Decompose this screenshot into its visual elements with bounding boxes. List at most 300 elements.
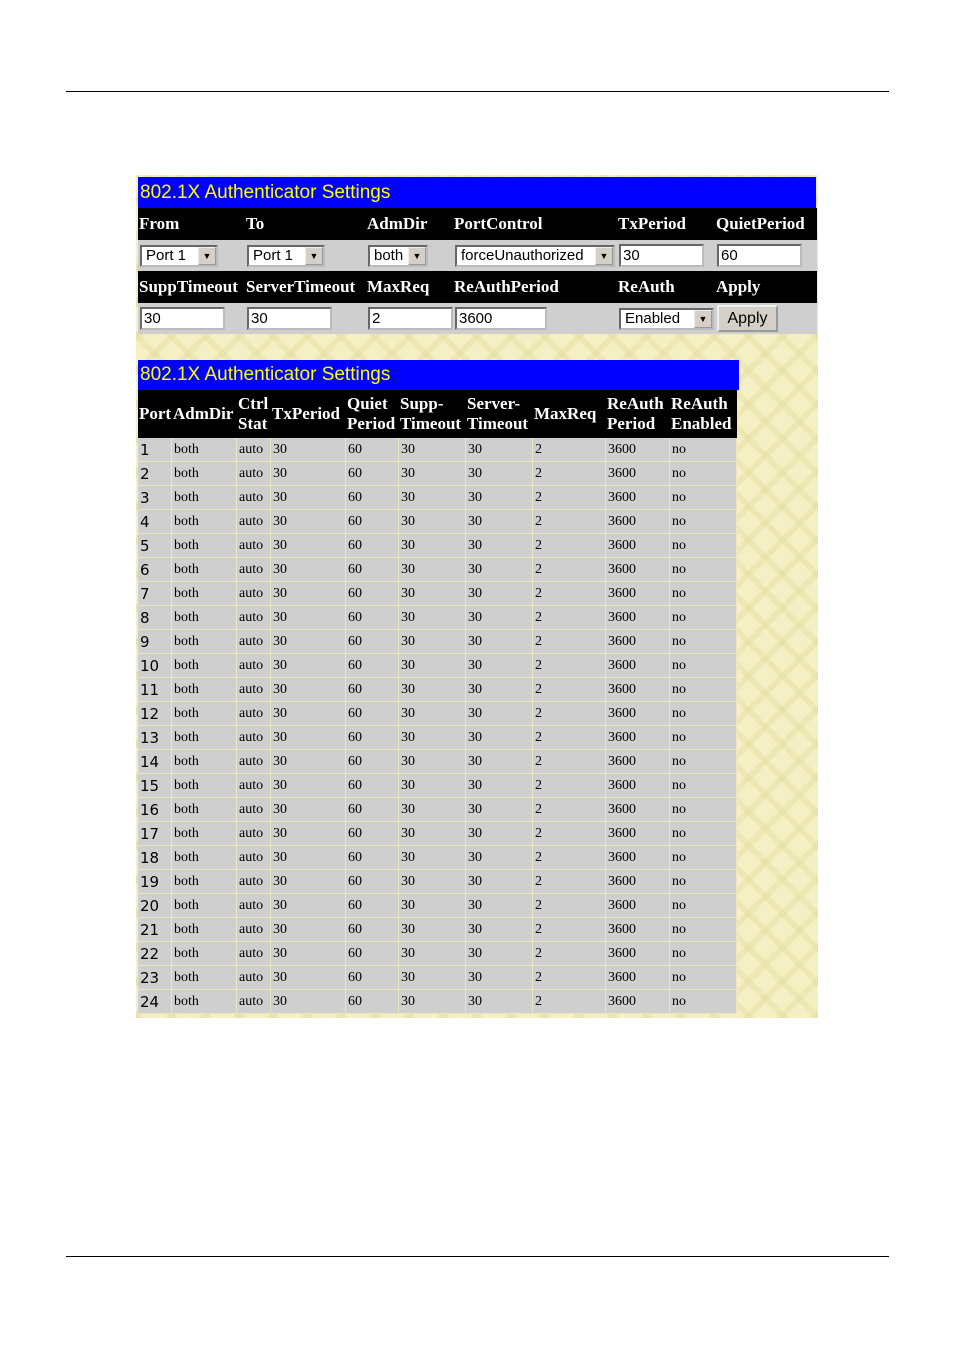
cell-ctrlstat: auto [237,462,271,486]
cell-reauthenabled: no [670,990,737,1014]
cell-reauthenabled: no [670,558,737,582]
table-row [138,822,737,846]
top-rule [66,91,889,92]
column-header-reauthperiod [606,390,670,438]
cell-servertimeout: 30 [466,918,533,942]
column-header-line: Timeout [467,414,529,433]
cell-reauthenabled: no [670,462,737,486]
cell-supptimeout: 30 [399,486,466,510]
cell-txperiod: 30 [271,918,346,942]
cell-reauthperiod: 3600 [606,534,670,558]
cell-txperiod: 30 [271,534,346,558]
cell-reauthperiod: 3600 [606,990,670,1014]
config-table [138,208,817,334]
cell-admdir: both [172,702,237,726]
cell-admdir: both [172,534,237,558]
cell-maxreq: 2 [533,918,606,942]
cell-txperiod: 30 [271,630,346,654]
column-header-reauthenabled [670,390,737,438]
cell-servertimeout: 30 [466,462,533,486]
cell-maxreq: 2 [533,822,606,846]
header-reauth: ReAuth [617,271,715,303]
cell-maxreq: 2 [533,582,606,606]
cell-ctrlstat: auto [237,654,271,678]
portcontrol-cell [453,240,617,271]
cell-servertimeout: 30 [466,990,533,1014]
table-row [138,510,737,534]
cell-quietperiod: 60 [346,726,399,750]
cell-servertimeout: 30 [466,966,533,990]
table-row [138,870,737,894]
cell-servertimeout: 30 [466,726,533,750]
cell-admdir: both [172,558,237,582]
cell-quietperiod: 60 [346,654,399,678]
servertimeout-input[interactable]: 30 [247,307,332,330]
cell-reauthenabled: no [670,510,737,534]
cell-port: 11 [138,678,172,702]
cell-ctrlstat: auto [237,846,271,870]
cell-txperiod: 30 [271,510,346,534]
cell-txperiod: 30 [271,750,346,774]
cell-reauthenabled: no [670,750,737,774]
cell-maxreq: 2 [533,726,606,750]
cell-quietperiod: 60 [346,822,399,846]
cell-quietperiod: 60 [346,534,399,558]
cell-reauthenabled: no [670,966,737,990]
cell-admdir: both [172,462,237,486]
table-row [138,558,737,582]
column-header-quietperiod [346,390,399,438]
cell-quietperiod: 60 [346,486,399,510]
cell-maxreq: 2 [533,438,606,462]
column-header-port [138,390,172,438]
cell-supptimeout: 30 [399,630,466,654]
cell-supptimeout: 30 [399,678,466,702]
table-row [138,726,737,750]
cell-ctrlstat: auto [237,702,271,726]
reauth-select[interactable] [619,308,714,330]
cell-txperiod: 30 [271,726,346,750]
from-cell [138,240,245,271]
table-row [138,582,737,606]
cell-txperiod: 30 [271,822,346,846]
cell-reauthenabled: no [670,630,737,654]
cell-maxreq: 2 [533,678,606,702]
cell-supptimeout: 30 [399,510,466,534]
reauth-select-value: Enabled [625,310,681,327]
cell-servertimeout: 30 [466,894,533,918]
cell-reauthenabled: no [670,870,737,894]
admdir-cell [366,240,453,271]
cell-supptimeout: 30 [399,534,466,558]
header-supptimeout: SuppTimeout [138,271,245,303]
admdir-select[interactable] [368,245,428,267]
cell-quietperiod: 60 [346,630,399,654]
cell-admdir: both [172,654,237,678]
cell-quietperiod: 60 [346,438,399,462]
cell-servertimeout: 30 [466,942,533,966]
cell-port: 12 [138,702,172,726]
cell-ctrlstat: auto [237,558,271,582]
cell-admdir: both [172,846,237,870]
reauthperiod-input[interactable]: 3600 [455,307,547,330]
cell-quietperiod: 60 [346,774,399,798]
cell-reauthperiod: 3600 [606,582,670,606]
cell-txperiod: 30 [271,774,346,798]
column-header-line: Enabled [671,414,732,433]
cell-maxreq: 2 [533,942,606,966]
cell-quietperiod: 60 [346,966,399,990]
cell-reauthperiod: 3600 [606,774,670,798]
cell-servertimeout: 30 [466,822,533,846]
cell-quietperiod: 60 [346,462,399,486]
cell-reauthperiod: 3600 [606,918,670,942]
cell-admdir: both [172,750,237,774]
table-row [138,534,737,558]
header-maxreq: MaxReq [366,271,453,303]
table-header-row [138,390,737,438]
header-admdir: AdmDir [366,208,453,240]
cell-ctrlstat: auto [237,510,271,534]
cell-servertimeout: 30 [466,702,533,726]
cell-txperiod: 30 [271,462,346,486]
cell-port: 21 [138,918,172,942]
cell-txperiod: 30 [271,990,346,1014]
cell-reauthenabled: no [670,726,737,750]
cell-supptimeout: 30 [399,462,466,486]
cell-ctrlstat: auto [237,822,271,846]
cell-admdir: both [172,630,237,654]
chevron-down-icon[interactable]: ▼ [595,247,613,265]
cell-txperiod: 30 [271,702,346,726]
cell-ctrlstat: auto [237,966,271,990]
cell-reauthperiod: 3600 [606,750,670,774]
column-header-line: ReAuth [671,394,728,413]
header-servertimeout: ServerTimeout [245,271,366,303]
cell-ctrlstat: auto [237,630,271,654]
cell-reauthperiod: 3600 [606,942,670,966]
cell-servertimeout: 30 [466,486,533,510]
column-header-line: ReAuth [607,394,664,413]
cell-ctrlstat: auto [237,798,271,822]
cell-txperiod: 30 [271,654,346,678]
cell-maxreq: 2 [533,798,606,822]
cell-servertimeout: 30 [466,534,533,558]
cell-reauthperiod: 3600 [606,486,670,510]
cell-quietperiod: 60 [346,846,399,870]
cell-maxreq: 2 [533,534,606,558]
cell-admdir: both [172,942,237,966]
cell-reauthenabled: no [670,894,737,918]
cell-ctrlstat: auto [237,750,271,774]
cell-txperiod: 30 [271,438,346,462]
cell-port: 2 [138,462,172,486]
bottom-rule [66,1256,889,1257]
portcontrol-select-value: forceUnauthorized [461,247,584,264]
cell-reauthperiod: 3600 [606,654,670,678]
cell-supptimeout: 30 [399,942,466,966]
cell-port: 22 [138,942,172,966]
cell-reauthenabled: no [670,606,737,630]
cell-servertimeout: 30 [466,630,533,654]
column-header-line: Port [139,404,172,423]
cell-reauthenabled: no [670,918,737,942]
cell-port: 10 [138,654,172,678]
table-row [138,798,737,822]
cell-port: 4 [138,510,172,534]
cell-supptimeout: 30 [399,846,466,870]
cell-supptimeout: 30 [399,894,466,918]
table-row [138,894,737,918]
cell-admdir: both [172,774,237,798]
cell-ctrlstat: auto [237,678,271,702]
table-row [138,846,737,870]
cell-supptimeout: 30 [399,918,466,942]
table-row [138,702,737,726]
cell-reauthperiod: 3600 [606,438,670,462]
cell-reauthenabled: no [670,822,737,846]
cell-maxreq: 2 [533,966,606,990]
table-row [138,990,737,1014]
port-settings-table [138,390,737,1014]
cell-reauthenabled: no [670,942,737,966]
quietperiod-input[interactable]: 60 [717,244,802,267]
cell-servertimeout: 30 [466,438,533,462]
admdir-select-value: both [374,247,404,264]
txperiod-input[interactable]: 30 [619,244,704,267]
list-title: 802.1X Authenticator Settings [138,360,739,390]
column-header-txperiod [271,390,346,438]
txperiod-cell [617,240,715,271]
column-header-line: Period [347,414,396,433]
cell-maxreq: 2 [533,630,606,654]
apply-button[interactable]: Apply [717,305,778,332]
table-row [138,486,737,510]
table-body [138,438,737,1014]
cell-port: 15 [138,774,172,798]
cell-quietperiod: 60 [346,894,399,918]
cell-reauthperiod: 3600 [606,510,670,534]
cell-admdir: both [172,822,237,846]
cell-reauthenabled: no [670,678,737,702]
cell-port: 13 [138,726,172,750]
cell-ctrlstat: auto [237,438,271,462]
header-portcontrol: PortControl [453,208,617,240]
cell-ctrlstat: auto [237,894,271,918]
column-header-line: MaxReq [534,404,597,423]
cell-maxreq: 2 [533,510,606,534]
column-header-admdir [172,390,237,438]
header-apply: Apply [715,271,817,303]
cell-supptimeout: 30 [399,726,466,750]
cell-maxreq: 2 [533,558,606,582]
table-row [138,918,737,942]
cell-reauthenabled: no [670,846,737,870]
column-header-line: Timeout [400,414,462,433]
to-cell [245,240,366,271]
column-header-line: Ctrl [238,394,269,413]
config-title: 802.1X Authenticator Settings [138,177,816,208]
cell-quietperiod: 60 [346,990,399,1014]
cell-reauthperiod: 3600 [606,558,670,582]
cell-reauthperiod: 3600 [606,870,670,894]
cell-quietperiod: 60 [346,678,399,702]
chevron-down-icon[interactable]: ▼ [408,247,426,265]
table-row [138,774,737,798]
cell-admdir: both [172,726,237,750]
header-reauthperiod: ReAuthPeriod [453,271,617,303]
header-to: To [245,208,366,240]
cell-txperiod: 30 [271,894,346,918]
cell-port: 19 [138,870,172,894]
cell-txperiod: 30 [271,798,346,822]
settings-panel [136,175,818,1018]
cell-port: 5 [138,534,172,558]
cell-maxreq: 2 [533,462,606,486]
cell-supptimeout: 30 [399,654,466,678]
cell-quietperiod: 60 [346,702,399,726]
chevron-down-icon[interactable]: ▼ [694,310,712,328]
table-row [138,462,737,486]
cell-reauthenabled: no [670,438,737,462]
cell-txperiod: 30 [271,606,346,630]
cell-supptimeout: 30 [399,990,466,1014]
column-header-line: Quiet [347,394,388,413]
supptimeout-cell [138,303,245,334]
table-row [138,438,737,462]
cell-supptimeout: 30 [399,870,466,894]
cell-ctrlstat: auto [237,990,271,1014]
column-header-servertimeout [466,390,533,438]
cell-reauthperiod: 3600 [606,798,670,822]
cell-servertimeout: 30 [466,582,533,606]
to-select-value: Port 1 [253,247,294,264]
chevron-down-icon[interactable]: ▼ [198,247,216,265]
maxreq-cell [366,303,453,334]
cell-txperiod: 30 [271,558,346,582]
cell-port: 3 [138,486,172,510]
cell-maxreq: 2 [533,750,606,774]
cell-servertimeout: 30 [466,606,533,630]
cell-supptimeout: 30 [399,750,466,774]
reauth-cell [617,303,715,334]
cell-admdir: both [172,966,237,990]
cell-port: 14 [138,750,172,774]
cell-reauthperiod: 3600 [606,846,670,870]
cell-reauthperiod: 3600 [606,702,670,726]
table-row [138,654,737,678]
cell-admdir: both [172,438,237,462]
cell-port: 7 [138,582,172,606]
column-header-line: Period [607,414,656,433]
cell-admdir: both [172,582,237,606]
cell-reauthenabled: no [670,702,737,726]
cell-servertimeout: 30 [466,558,533,582]
chevron-down-icon[interactable]: ▼ [305,247,323,265]
cell-port: 23 [138,966,172,990]
table-row [138,750,737,774]
cell-quietperiod: 60 [346,942,399,966]
cell-maxreq: 2 [533,894,606,918]
cell-quietperiod: 60 [346,582,399,606]
cell-reauthenabled: no [670,654,737,678]
column-header-line: AdmDir [173,404,234,423]
apply-cell [715,303,817,334]
header-from: From [138,208,245,240]
cell-reauthenabled: no [670,582,737,606]
maxreq-input[interactable]: 2 [368,307,453,330]
column-header-line: TxPeriod [272,404,340,423]
cell-txperiod: 30 [271,966,346,990]
cell-servertimeout: 30 [466,510,533,534]
column-header-maxreq [533,390,606,438]
cell-quietperiod: 60 [346,798,399,822]
table-row [138,630,737,654]
cell-supptimeout: 30 [399,822,466,846]
to-select[interactable] [247,245,325,267]
cell-port: 16 [138,798,172,822]
cell-admdir: both [172,486,237,510]
cell-port: 8 [138,606,172,630]
column-header-ctrlstat [237,390,271,438]
cell-servertimeout: 30 [466,798,533,822]
cell-txperiod: 30 [271,846,346,870]
cell-txperiod: 30 [271,870,346,894]
supptimeout-input[interactable]: 30 [140,307,225,330]
cell-admdir: both [172,678,237,702]
cell-ctrlstat: auto [237,606,271,630]
cell-maxreq: 2 [533,774,606,798]
servertimeout-cell [245,303,366,334]
cell-txperiod: 30 [271,942,346,966]
column-header-line: Stat [238,414,268,433]
cell-supptimeout: 30 [399,966,466,990]
cell-reauthperiod: 3600 [606,462,670,486]
quietperiod-cell [715,240,817,271]
cell-quietperiod: 60 [346,870,399,894]
cell-quietperiod: 60 [346,606,399,630]
portcontrol-select[interactable] [455,245,615,267]
cell-maxreq: 2 [533,702,606,726]
cell-port: 24 [138,990,172,1014]
cell-reauthperiod: 3600 [606,966,670,990]
cell-maxreq: 2 [533,870,606,894]
header-txperiod: TxPeriod [617,208,715,240]
cell-supptimeout: 30 [399,438,466,462]
cell-port: 20 [138,894,172,918]
cell-port: 18 [138,846,172,870]
cell-reauthperiod: 3600 [606,606,670,630]
cell-servertimeout: 30 [466,678,533,702]
cell-admdir: both [172,870,237,894]
cell-supptimeout: 30 [399,774,466,798]
header-quietperiod: QuietPeriod [715,208,817,240]
cell-ctrlstat: auto [237,774,271,798]
cell-reauthperiod: 3600 [606,630,670,654]
cell-ctrlstat: auto [237,870,271,894]
cell-ctrlstat: auto [237,918,271,942]
table-row [138,606,737,630]
table-row [138,678,737,702]
cell-port: 1 [138,438,172,462]
table-row [138,942,737,966]
cell-supptimeout: 30 [399,558,466,582]
cell-admdir: both [172,894,237,918]
cell-txperiod: 30 [271,582,346,606]
cell-port: 9 [138,630,172,654]
from-select[interactable] [140,245,218,267]
cell-admdir: both [172,798,237,822]
